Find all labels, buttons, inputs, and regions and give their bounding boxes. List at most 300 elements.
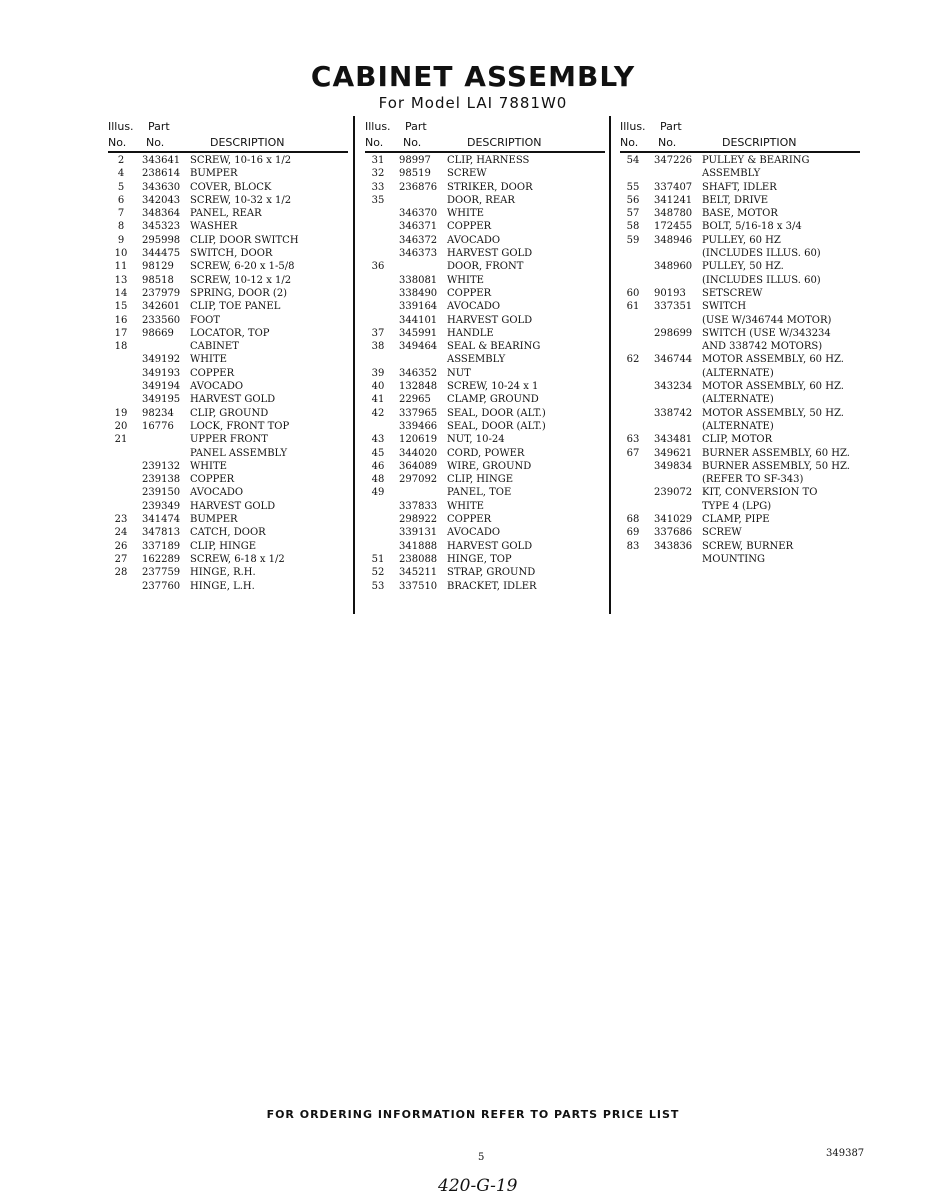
table-row bbox=[365, 247, 605, 260]
part-description: AND 338742 MOTORS) bbox=[702, 341, 823, 353]
part-description: SCREW, 10-24 x 1 bbox=[447, 381, 539, 393]
part-description: HINGE, L.H. bbox=[190, 580, 255, 592]
part-description: CLIP, HARNESS bbox=[447, 155, 530, 166]
illus-number: 60 bbox=[626, 287, 640, 299]
part-description: LOCATOR, TOP bbox=[190, 327, 270, 339]
part-description: AVOCADO bbox=[447, 234, 501, 246]
part-number: 341241 bbox=[654, 194, 693, 206]
table-row bbox=[620, 393, 860, 406]
part-description: ASSEMBLY bbox=[447, 354, 506, 366]
part-number: 90193 bbox=[654, 287, 686, 299]
table-row bbox=[365, 220, 605, 233]
table-row bbox=[620, 287, 860, 300]
illus-number: 54 bbox=[626, 155, 640, 166]
part-number: 347813 bbox=[142, 527, 181, 539]
table-row bbox=[620, 380, 860, 393]
part-description: STRIKER, DOOR bbox=[447, 181, 533, 193]
part-description: COVER, BLOCK bbox=[190, 181, 272, 193]
part-number: 349194 bbox=[142, 381, 181, 393]
illus-number: 38 bbox=[371, 341, 385, 353]
table-row bbox=[620, 194, 860, 207]
part-header-top: Part bbox=[660, 120, 682, 133]
table-row bbox=[620, 526, 860, 539]
handwritten-note: 420-G-19 bbox=[438, 1176, 518, 1196]
illus-number: 4 bbox=[117, 168, 125, 180]
part-number: 341474 bbox=[142, 514, 181, 526]
table-row bbox=[620, 181, 860, 194]
part-description: BURNER ASSEMBLY, 60 HZ. bbox=[702, 447, 850, 459]
illus-number: 55 bbox=[626, 181, 640, 193]
part-number: 16776 bbox=[142, 420, 174, 432]
part-description: CLIP, TOE PANEL bbox=[190, 301, 281, 313]
part-description: PULLEY, 50 HZ. bbox=[702, 261, 784, 273]
description-header: DESCRIPTION bbox=[467, 136, 542, 149]
illus-number: 68 bbox=[626, 514, 640, 526]
part-number: 98519 bbox=[399, 168, 431, 180]
table-row bbox=[365, 234, 605, 247]
illus-number: 42 bbox=[371, 407, 385, 419]
part-description: SCREW, BURNER bbox=[702, 540, 794, 552]
illus-number: 48 bbox=[371, 474, 385, 486]
table-row bbox=[108, 167, 348, 180]
part-number: 295998 bbox=[142, 234, 181, 246]
part-number: 364089 bbox=[399, 460, 438, 472]
table-row bbox=[365, 393, 605, 406]
part-description: AVOCADO bbox=[190, 381, 244, 393]
illus-number: 67 bbox=[626, 447, 640, 459]
part-description: CLIP, HINGE bbox=[447, 474, 514, 486]
part-description: AVOCADO bbox=[447, 301, 501, 313]
part-number: 339164 bbox=[399, 301, 438, 313]
parts-list bbox=[365, 154, 605, 593]
part-number: 346352 bbox=[399, 367, 438, 379]
part-number: 239349 bbox=[142, 500, 181, 512]
table-row bbox=[620, 247, 860, 260]
part-description: SWITCH (USE W/343234 bbox=[702, 327, 831, 339]
part-description: SHAFT, IDLER bbox=[702, 181, 777, 193]
part-number: 237759 bbox=[142, 567, 181, 579]
parts-column-3 bbox=[620, 116, 860, 566]
part-number: 172455 bbox=[654, 221, 693, 233]
part-number: 349193 bbox=[142, 367, 181, 379]
part-description: SEAL & BEARING bbox=[447, 341, 541, 353]
part-number: 236876 bbox=[399, 181, 438, 193]
table-row bbox=[108, 447, 348, 460]
table-row bbox=[620, 327, 860, 340]
illus-number: 19 bbox=[114, 407, 128, 419]
table-row bbox=[108, 486, 348, 499]
illus-number: 7 bbox=[117, 208, 125, 220]
part-number: 98129 bbox=[142, 261, 174, 273]
illus-number: 2 bbox=[117, 155, 125, 166]
table-row bbox=[108, 460, 348, 473]
table-row bbox=[108, 380, 348, 393]
part-description: HINGE, TOP bbox=[447, 553, 512, 565]
part-number: 341888 bbox=[399, 540, 438, 552]
part-description: COPPER bbox=[447, 514, 492, 526]
illus-number: 53 bbox=[371, 580, 385, 592]
part-number: 239072 bbox=[654, 487, 693, 499]
part-description: SCREW, 10-16 x 1/2 bbox=[190, 155, 292, 166]
table-row bbox=[365, 473, 605, 486]
illus-number: 49 bbox=[371, 487, 385, 499]
table-row bbox=[620, 486, 860, 499]
part-description: CATCH, DOOR bbox=[190, 527, 266, 539]
table-row bbox=[365, 380, 605, 393]
part-description: CLIP, DOOR SWITCH bbox=[190, 234, 299, 246]
table-row bbox=[108, 393, 348, 406]
illus-number: 59 bbox=[626, 234, 640, 246]
illus-number: 26 bbox=[114, 540, 128, 552]
part-description: COPPER bbox=[447, 221, 492, 233]
part-description: BUMPER bbox=[190, 168, 238, 180]
part-number: 346371 bbox=[399, 221, 438, 233]
part-description: SEAL, DOOR (ALT.) bbox=[447, 420, 546, 432]
part-number: 346372 bbox=[399, 234, 438, 246]
table-row bbox=[108, 207, 348, 220]
part-description: SCREW, 6-20 x 1-5/8 bbox=[190, 261, 295, 273]
illus-number: 45 bbox=[371, 447, 385, 459]
table-row bbox=[108, 580, 348, 593]
part-number: 337833 bbox=[399, 500, 438, 512]
part-number: 348780 bbox=[654, 208, 693, 220]
part-number: 343481 bbox=[654, 434, 693, 446]
page-number: 5 bbox=[478, 1152, 485, 1163]
part-number: 349621 bbox=[654, 447, 693, 459]
part-number: 132848 bbox=[399, 381, 438, 393]
illus-number: 21 bbox=[114, 434, 128, 446]
table-row bbox=[365, 300, 605, 313]
part-description: MOTOR ASSEMBLY, 50 HZ. bbox=[702, 407, 844, 419]
header-rule bbox=[365, 151, 605, 153]
table-row bbox=[620, 433, 860, 446]
part-description: (ALTERNATE) bbox=[702, 420, 774, 432]
part-number: 349192 bbox=[142, 354, 181, 366]
table-row bbox=[365, 566, 605, 579]
part-number: 337189 bbox=[142, 540, 181, 552]
part-description: NUT, 10-24 bbox=[447, 434, 505, 446]
table-row bbox=[365, 460, 605, 473]
table-row bbox=[365, 327, 605, 340]
model-subtitle: For Model LAI 7881W0 bbox=[378, 94, 568, 112]
illus-number: 56 bbox=[626, 194, 640, 206]
part-description: PANEL, TOE bbox=[447, 487, 512, 499]
table-row bbox=[108, 407, 348, 420]
illus-no-header: No. bbox=[365, 136, 384, 149]
table-row bbox=[365, 367, 605, 380]
illus-number: 20 bbox=[114, 420, 128, 432]
illus-number: 13 bbox=[114, 274, 128, 286]
illus-number: 8 bbox=[117, 221, 125, 233]
table-row bbox=[365, 340, 605, 353]
part-description: WHITE bbox=[447, 274, 484, 286]
part-number: 338081 bbox=[399, 274, 438, 286]
table-row bbox=[365, 553, 605, 566]
table-row bbox=[108, 260, 348, 273]
table-row bbox=[620, 300, 860, 313]
illus-header-top: Illus. bbox=[620, 120, 646, 133]
table-row bbox=[365, 433, 605, 446]
part-number: 238088 bbox=[399, 553, 438, 565]
column-header bbox=[365, 116, 605, 154]
part-description: SWITCH bbox=[702, 301, 747, 313]
table-row bbox=[108, 234, 348, 247]
part-description: PULLEY & BEARING bbox=[702, 155, 810, 166]
table-row bbox=[365, 314, 605, 327]
table-row bbox=[365, 420, 605, 433]
part-description: BRACKET, IDLER bbox=[447, 580, 537, 592]
table-row bbox=[365, 580, 605, 593]
table-row bbox=[365, 500, 605, 513]
part-number: 345211 bbox=[399, 567, 438, 579]
table-row bbox=[620, 234, 860, 247]
part-number: 297092 bbox=[399, 474, 438, 486]
part-description: WIRE, GROUND bbox=[447, 460, 532, 472]
description-header: DESCRIPTION bbox=[722, 136, 797, 149]
part-number: 120619 bbox=[399, 434, 438, 446]
table-row bbox=[620, 540, 860, 553]
illus-no-header: No. bbox=[620, 136, 639, 149]
part-number: 342043 bbox=[142, 194, 181, 206]
part-number: 343836 bbox=[654, 540, 693, 552]
table-row bbox=[620, 260, 860, 273]
table-row bbox=[620, 447, 860, 460]
illus-number: 28 bbox=[114, 567, 128, 579]
table-row bbox=[108, 433, 348, 446]
illus-number: 83 bbox=[626, 540, 640, 552]
part-description: KIT, CONVERSION TO bbox=[702, 487, 818, 499]
header-rule bbox=[108, 151, 348, 153]
part-number: 348960 bbox=[654, 261, 693, 273]
part-number: 338742 bbox=[654, 407, 693, 419]
table-row bbox=[108, 287, 348, 300]
part-description: BELT, DRIVE bbox=[702, 194, 769, 206]
table-row bbox=[620, 460, 860, 473]
illus-number: 33 bbox=[371, 181, 385, 193]
illus-header-top: Illus. bbox=[365, 120, 391, 133]
table-row bbox=[108, 154, 348, 167]
illus-number: 32 bbox=[371, 168, 385, 180]
illus-number: 39 bbox=[371, 367, 385, 379]
part-description: HARVEST GOLD bbox=[447, 540, 533, 552]
part-number: 337686 bbox=[654, 527, 693, 539]
illus-number: 35 bbox=[371, 194, 385, 206]
part-number: 337965 bbox=[399, 407, 438, 419]
part-description: (INCLUDES ILLUS. 60) bbox=[702, 248, 821, 260]
illus-number: 23 bbox=[114, 514, 128, 526]
part-description: (USE W/346744 MOTOR) bbox=[702, 314, 832, 326]
parts-list bbox=[108, 154, 348, 593]
part-description: TYPE 4 (LPG) bbox=[702, 500, 772, 512]
illus-number: 37 bbox=[371, 327, 385, 339]
illus-number: 17 bbox=[114, 327, 128, 339]
table-row bbox=[620, 167, 860, 180]
table-row bbox=[620, 407, 860, 420]
part-description: CLIP, GROUND bbox=[190, 407, 269, 419]
part-description: PANEL ASSEMBLY bbox=[190, 447, 288, 459]
part-description: (ALTERNATE) bbox=[702, 367, 774, 379]
part-description: HARVEST GOLD bbox=[190, 394, 276, 406]
part-description: SCREW, 6-18 x 1/2 bbox=[190, 553, 285, 565]
part-description: HANDLE bbox=[447, 327, 494, 339]
part-number: 345991 bbox=[399, 327, 438, 339]
illus-number: 5 bbox=[117, 181, 125, 193]
table-row bbox=[365, 486, 605, 499]
table-row bbox=[365, 181, 605, 194]
part-number: 348946 bbox=[654, 234, 693, 246]
parts-column-1 bbox=[108, 116, 348, 593]
illus-number: 15 bbox=[114, 301, 128, 313]
part-description: WASHER bbox=[190, 221, 238, 233]
part-number: 346373 bbox=[399, 248, 438, 260]
illus-number: 62 bbox=[626, 354, 640, 366]
part-description: (INCLUDES ILLUS. 60) bbox=[702, 274, 821, 286]
part-description: CABINET bbox=[190, 341, 239, 353]
column-header bbox=[108, 116, 348, 154]
table-row bbox=[108, 274, 348, 287]
part-description: CLAMP, GROUND bbox=[447, 394, 539, 406]
illus-number: 31 bbox=[371, 155, 385, 166]
illus-number: 58 bbox=[626, 221, 640, 233]
table-row bbox=[365, 353, 605, 366]
part-description: SCREW bbox=[447, 168, 487, 180]
table-row bbox=[108, 473, 348, 486]
table-row bbox=[108, 300, 348, 313]
table-row bbox=[365, 154, 605, 167]
illus-number: 14 bbox=[114, 287, 128, 299]
part-number: 239132 bbox=[142, 460, 181, 472]
table-row bbox=[108, 513, 348, 526]
illus-number: 57 bbox=[626, 208, 640, 220]
part-description: DOOR, REAR bbox=[447, 194, 515, 206]
table-row bbox=[365, 513, 605, 526]
part-description: WHITE bbox=[190, 354, 227, 366]
part-description: FOOT bbox=[190, 314, 221, 326]
part-number: 349195 bbox=[142, 394, 181, 406]
part-description: COPPER bbox=[190, 474, 235, 486]
part-description: NUT bbox=[447, 367, 471, 379]
illus-number: 11 bbox=[114, 261, 128, 273]
description-header: DESCRIPTION bbox=[210, 136, 285, 149]
table-row bbox=[365, 207, 605, 220]
part-description: SETSCREW bbox=[702, 287, 763, 299]
part-description: HARVEST GOLD bbox=[190, 500, 276, 512]
illus-number: 63 bbox=[626, 434, 640, 446]
illus-number: 6 bbox=[117, 194, 125, 206]
part-number: 348364 bbox=[142, 208, 181, 220]
table-row bbox=[365, 167, 605, 180]
header-rule bbox=[620, 151, 860, 153]
part-description: BUMPER bbox=[190, 514, 238, 526]
part-description: SEAL, DOOR (ALT.) bbox=[447, 407, 546, 419]
part-description: COPPER bbox=[447, 287, 492, 299]
table-row bbox=[620, 367, 860, 380]
part-header-top: Part bbox=[405, 120, 427, 133]
column-header bbox=[620, 116, 860, 154]
part-number: 237979 bbox=[142, 287, 181, 299]
table-row bbox=[108, 367, 348, 380]
table-row bbox=[365, 287, 605, 300]
table-row bbox=[108, 420, 348, 433]
table-row bbox=[620, 500, 860, 513]
part-description: CLIP, HINGE bbox=[190, 540, 257, 552]
part-description: HARVEST GOLD bbox=[447, 248, 533, 260]
table-row bbox=[108, 500, 348, 513]
part-description: MOTOR ASSEMBLY, 60 HZ. bbox=[702, 354, 844, 366]
part-description: DOOR, FRONT bbox=[447, 261, 524, 273]
illus-number: 61 bbox=[626, 301, 640, 313]
part-number: 162289 bbox=[142, 553, 181, 565]
part-description: LOCK, FRONT TOP bbox=[190, 420, 290, 432]
part-number: 337351 bbox=[654, 301, 693, 313]
part-description: SWITCH, DOOR bbox=[190, 248, 273, 260]
part-description: CLAMP, PIPE bbox=[702, 514, 770, 526]
illus-number: 52 bbox=[371, 567, 385, 579]
table-row bbox=[108, 540, 348, 553]
part-description: AVOCADO bbox=[190, 487, 244, 499]
part-number: 233560 bbox=[142, 314, 181, 326]
part-description: PANEL, REAR bbox=[190, 208, 262, 220]
table-row bbox=[365, 526, 605, 539]
part-description: ASSEMBLY bbox=[702, 168, 761, 180]
table-row bbox=[620, 154, 860, 167]
part-number: 339131 bbox=[399, 527, 438, 539]
table-row bbox=[620, 353, 860, 366]
part-description: STRAP, GROUND bbox=[447, 567, 536, 579]
table-row bbox=[620, 207, 860, 220]
illus-number: 9 bbox=[117, 234, 125, 246]
table-row bbox=[365, 447, 605, 460]
table-row bbox=[365, 194, 605, 207]
part-number: 98997 bbox=[399, 155, 431, 166]
part-number: 22965 bbox=[399, 394, 431, 406]
illus-number: 46 bbox=[371, 460, 385, 472]
part-number: 344475 bbox=[142, 248, 181, 260]
part-description: UPPER FRONT bbox=[190, 434, 268, 446]
illus-number: 43 bbox=[371, 434, 385, 446]
part-description: WHITE bbox=[190, 460, 227, 472]
table-row bbox=[620, 274, 860, 287]
part-number: 337407 bbox=[654, 181, 693, 193]
part-number: 237760 bbox=[142, 580, 181, 592]
table-row bbox=[108, 526, 348, 539]
illus-number: 16 bbox=[114, 314, 128, 326]
illus-number: 69 bbox=[626, 527, 640, 539]
table-row bbox=[620, 420, 860, 433]
page-title: CABINET ASSEMBLY bbox=[310, 60, 636, 93]
part-description: HARVEST GOLD bbox=[447, 314, 533, 326]
table-row bbox=[620, 314, 860, 327]
part-number: 345323 bbox=[142, 221, 181, 233]
table-row bbox=[108, 314, 348, 327]
part-number: 298922 bbox=[399, 514, 438, 526]
part-number: 338490 bbox=[399, 287, 438, 299]
part-description: CORD, POWER bbox=[447, 447, 525, 459]
table-row bbox=[108, 553, 348, 566]
part-number: 238614 bbox=[142, 168, 181, 180]
illus-number: 10 bbox=[114, 248, 128, 260]
illus-number: 41 bbox=[371, 394, 385, 406]
illus-number: 27 bbox=[114, 553, 128, 565]
part-description: BURNER ASSEMBLY, 50 HZ. bbox=[702, 460, 850, 472]
part-number: 98234 bbox=[142, 407, 174, 419]
part-description: WHITE bbox=[447, 500, 484, 512]
part-number: 343641 bbox=[142, 155, 181, 166]
table-row bbox=[108, 247, 348, 260]
part-no-header: No. bbox=[403, 136, 422, 149]
part-description: HINGE, R.H. bbox=[190, 567, 256, 579]
part-number: 344020 bbox=[399, 447, 438, 459]
